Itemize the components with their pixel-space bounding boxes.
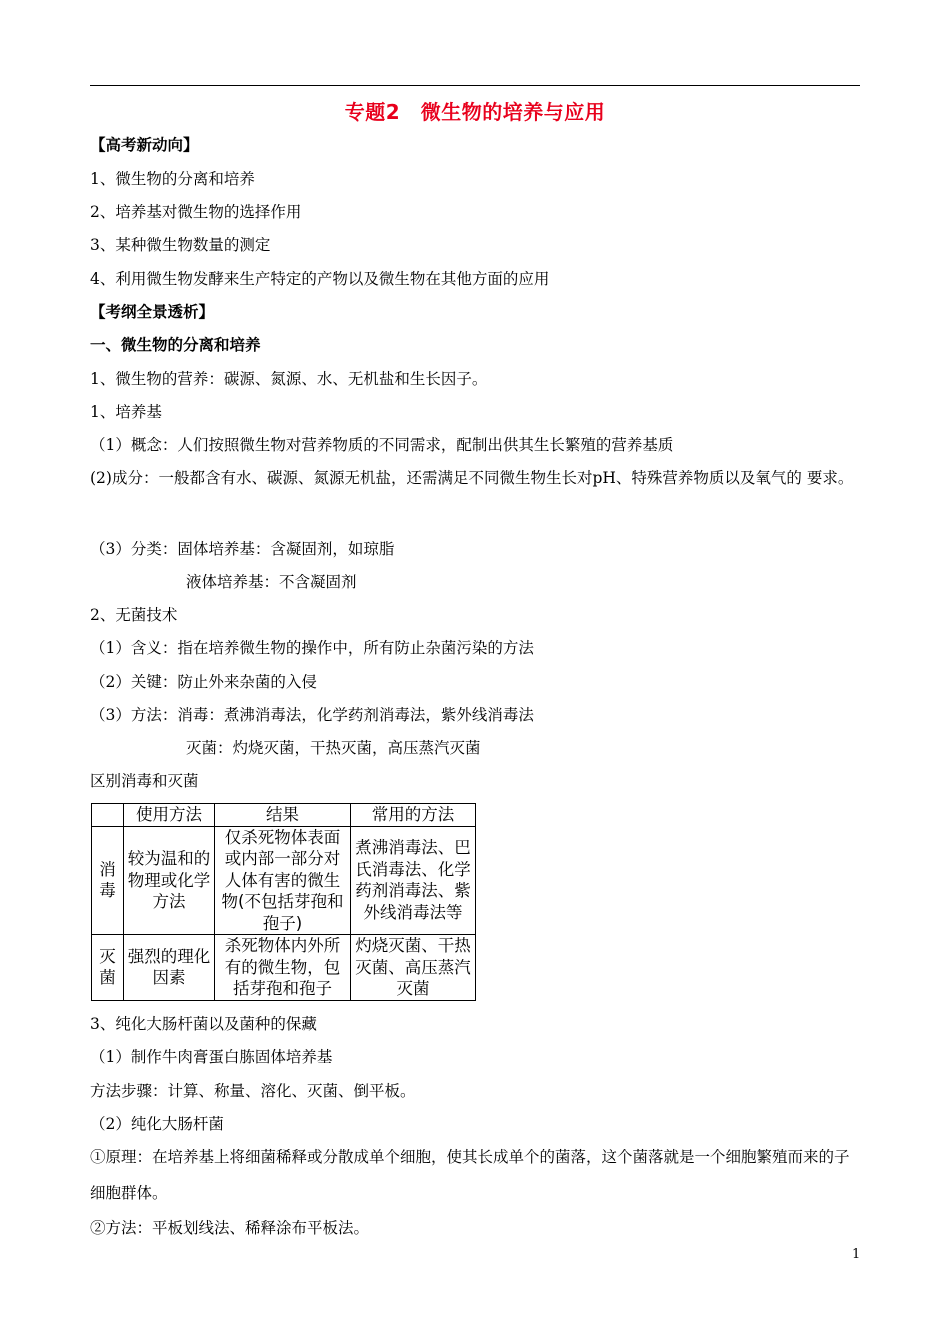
paragraph-nutrition: 1、微生物的营养：碳源、氮源、水、无机盐和生长因子。	[90, 370, 488, 388]
subheading-medium: 1、培养基	[90, 403, 162, 421]
trend-item: 2、培养基对微生物的选择作用	[90, 203, 302, 221]
paragraph-medium-liquid: 液体培养基：不含凝固剂	[186, 573, 357, 591]
table-row	[92, 826, 476, 935]
paragraph-aseptic-meaning: （1）含义：指在培养微生物的操作中，所有防止杂菌污染的方法	[90, 639, 534, 657]
paragraph-aseptic-disinfect: （3）方法：消毒：煮沸消毒法，化学药剂消毒法，紫外线消毒法	[90, 706, 534, 724]
paragraph-medium-solid: （3）分类：固体培养基：含凝固剂，如琼脂	[90, 540, 395, 558]
trend-item: 1、微生物的分离和培养	[90, 170, 255, 188]
paragraph-medium-concept: （1）概念：人们按照微生物对营养物质的不同需求，配制出供其生长繁殖的营养基质	[90, 436, 674, 454]
paragraph-aseptic-key: （2）关键：防止外来杂菌的入侵	[90, 673, 317, 691]
table-cell: 煮沸消毒法、巴氏消毒法、化学药剂消毒法、紫外线消毒法等	[351, 826, 476, 935]
subheading-aseptic: 2、无菌技术	[90, 606, 178, 624]
trend-item: 4、利用微生物发酵来生产特定的产物以及微生物在其他方面的应用	[90, 270, 550, 288]
table-header-cell	[92, 804, 124, 827]
table-cell: 仅杀死物体表面或内部一部分对人体有害的微生物(不包括芽孢和孢子)	[215, 826, 351, 935]
paragraph-purify-step2: （2）纯化大肠杆菌	[90, 1115, 224, 1133]
page-number: 1	[852, 1247, 861, 1262]
paragraph-aseptic-sterilize: 灭菌：灼烧灭菌，干热灭菌，高压蒸汽灭菌	[186, 739, 481, 757]
row-label-cell: 消毒	[92, 826, 124, 935]
table-header-cell: 结果	[215, 804, 351, 827]
table-cell: 强烈的理化因素	[124, 935, 215, 1001]
table-cell: 杀死物体内外所有的微生物，包括芽孢和孢子	[215, 935, 351, 1001]
paragraph-principle: ①原理：在培养基上将细菌稀释或分散成单个细胞，使其长成单个的菌落，这个菌落就是一个细胞繁殖而来的子细胞群体。	[90, 1148, 850, 1202]
table-header-cell: 常用的方法	[351, 804, 476, 827]
table-header-row	[92, 804, 476, 827]
trend-item: 3、某种微生物数量的测定	[90, 236, 271, 254]
paragraph-medium-composition: (2)成分：一般都含有水、碳源、氮源无机盐，还需满足不同微生物生长对pH、特殊营养物质以及氧气的 要求。	[90, 469, 854, 487]
section-heading-outline: 【考纲全景透析】	[90, 303, 215, 321]
comparison-table	[91, 803, 476, 1001]
subheading-purify: 3、纯化大肠杆菌以及菌种的保藏	[90, 1015, 317, 1033]
page-title: 专题2 微生物的培养与应用	[344, 100, 606, 124]
section-heading-trends: 【高考新动向】	[90, 136, 199, 154]
table-row	[92, 935, 476, 1001]
table-cell: 较为温和的物理或化学方法	[124, 826, 215, 935]
paragraph-method: ②方法：平板划线法、稀释涂布平板法。	[90, 1219, 370, 1237]
table-cell: 灼烧灭菌、干热灭菌、高压蒸汽灭菌	[351, 935, 476, 1001]
part-heading: 一、微生物的分离和培养	[90, 336, 261, 354]
header-rule	[90, 85, 860, 86]
table-header-cell: 使用方法	[124, 804, 215, 827]
table-caption: 区别消毒和灭菌	[90, 772, 199, 790]
paragraph-purify-step1: （1）制作牛肉膏蛋白胨固体培养基	[90, 1048, 333, 1066]
paragraph-purify-steps: 方法步骤：计算、称量、溶化、灭菌、倒平板。	[90, 1082, 416, 1100]
row-label-cell: 灭菌	[92, 935, 124, 1001]
